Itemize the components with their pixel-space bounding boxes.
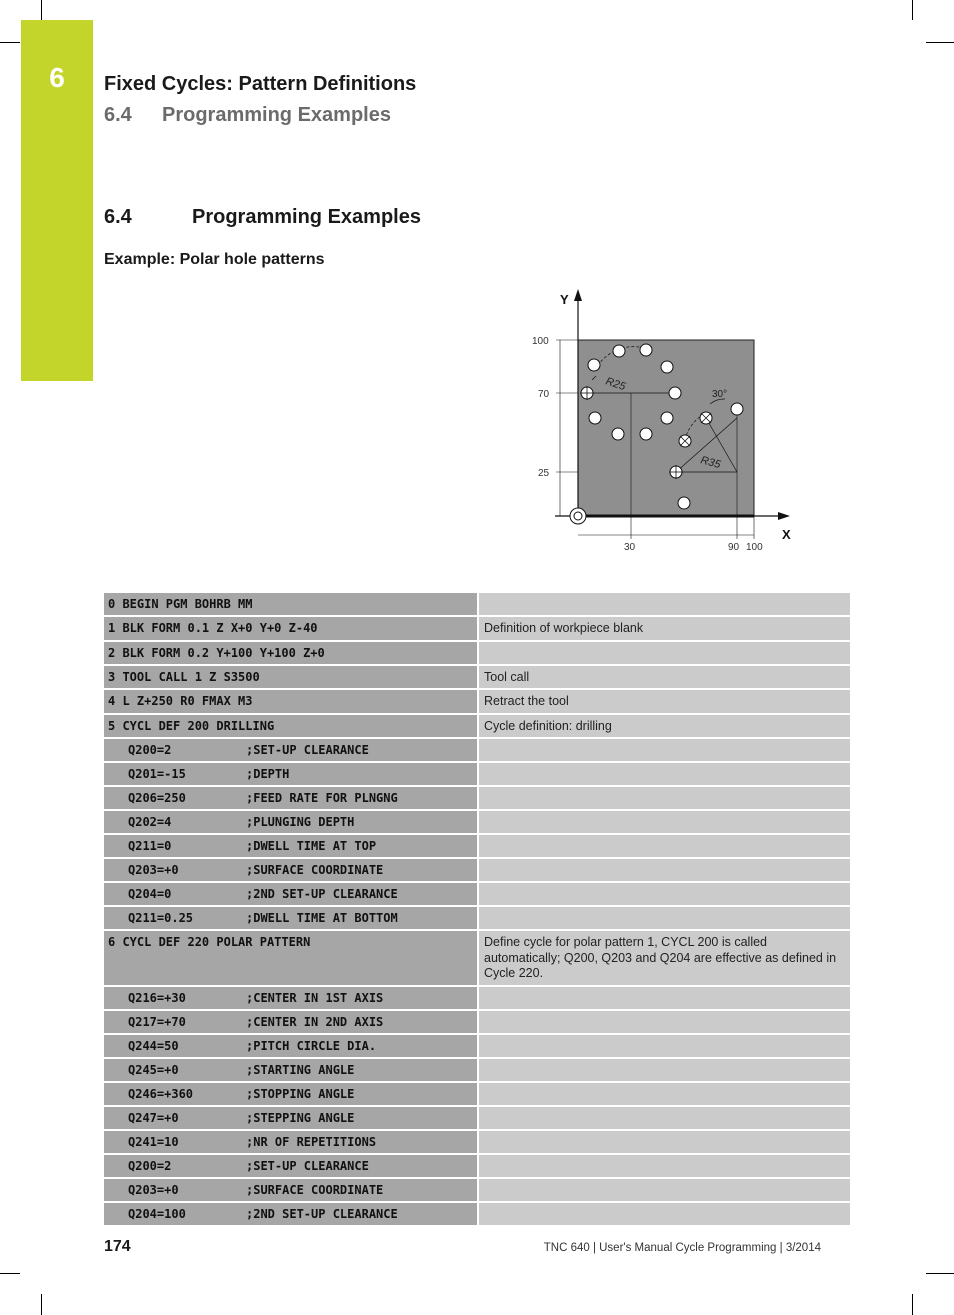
running-chapter-title: Fixed Cycles: Pattern Definitions (104, 73, 417, 95)
program-description-cell (477, 1179, 850, 1203)
chapter-tab (21, 20, 93, 381)
parameter-value: Q211=0 (128, 839, 172, 853)
angle-label: 30° (712, 389, 728, 400)
program-description-cell: Definition of workpiece blank (477, 617, 850, 642)
crop-mark (912, 0, 913, 20)
parameter-value: Q202=4 (128, 815, 172, 829)
hole (613, 345, 625, 357)
hole (640, 428, 652, 440)
program-description-cell (477, 883, 850, 907)
program-code-cell (104, 1035, 477, 1059)
parameter-comment: ;PLUNGING DEPTH (246, 815, 355, 829)
program-code-cell (104, 1083, 477, 1107)
program-code-cell (104, 1059, 477, 1083)
program-row (104, 1083, 850, 1107)
program-row (104, 883, 850, 907)
parameter-comment: ;CENTER IN 1ST AXIS (246, 990, 384, 1005)
footer-text: TNC 640 | User's Manual Cycle Programming | 3/2014 (543, 1242, 821, 1254)
x-axis-arrow (778, 512, 790, 520)
running-section-label: Programming Examples (162, 104, 391, 126)
program-row (104, 763, 850, 787)
hole (661, 412, 673, 424)
example-heading: Example: Polar hole patterns (104, 251, 325, 268)
program-row (104, 835, 850, 859)
program-code-cell (104, 1155, 477, 1179)
crop-mark (912, 1294, 913, 1315)
parameter-value: Q245=+0 (128, 1062, 179, 1077)
x-tick-label: 90 (728, 542, 740, 553)
parameter-comment: ;DWELL TIME AT TOP (246, 839, 377, 853)
parameter-value: Q204=100 (128, 1206, 186, 1221)
hole (678, 497, 690, 509)
program-row (104, 715, 850, 740)
program-description-cell (477, 763, 850, 787)
running-section-title (104, 104, 391, 127)
program-row (104, 1155, 850, 1179)
program-code-cell: 4 L Z+250 R0 FMAX M3 (104, 690, 477, 715)
program-description-cell (477, 811, 850, 835)
running-section-number: 6.4 (104, 104, 132, 126)
program-description-cell (477, 642, 850, 666)
program-code-cell (104, 987, 477, 1011)
program-row (104, 739, 850, 763)
program-description-cell: Tool call (477, 666, 850, 691)
program-description-cell (477, 1059, 850, 1083)
crop-mark (926, 42, 954, 43)
program-code-cell: 5 CYCL DEF 200 DRILLING (104, 715, 477, 740)
program-row (104, 811, 850, 835)
program-description-cell (477, 1083, 850, 1107)
parameter-comment: ;SET-UP CLEARANCE (246, 743, 369, 757)
program-listing (104, 593, 850, 1227)
program-description-cell (477, 1155, 850, 1179)
program-code-cell (104, 859, 477, 883)
program-code-cell (104, 1011, 477, 1035)
section-title: Programming Examples (192, 206, 421, 228)
section-heading (104, 206, 421, 229)
parameter-value: Q203=+0 (128, 863, 179, 877)
parameter-comment: ;2ND SET-UP CLEARANCE (246, 887, 398, 901)
parameter-comment: ;FEED RATE FOR PLNGNG (246, 791, 398, 805)
section-number: 6.4 (104, 206, 132, 228)
program-description-cell (477, 835, 850, 859)
parameter-value: Q211=0.25 (128, 911, 194, 925)
program-code-cell (104, 907, 477, 931)
program-description-cell (477, 859, 850, 883)
program-row (104, 987, 850, 1011)
program-code-cell (104, 739, 477, 763)
program-description-cell: Define cycle for polar pattern 1, CYCL 200 is called automatically; Q200, Q203 and Q204 are effective as defined in Cycle 220. (477, 931, 850, 987)
crop-mark (0, 42, 20, 43)
radius-label: R35 (699, 454, 722, 472)
program-row (104, 1011, 850, 1035)
chapter-number: 6 (49, 62, 65, 93)
program-row (104, 787, 850, 811)
program-code-cell: 0 BEGIN PGM BOHRB MM (104, 593, 477, 617)
program-code-cell (104, 787, 477, 811)
parameter-value: Q206=250 (128, 791, 186, 805)
program-row (104, 642, 850, 666)
parameter-comment: ;DWELL TIME AT BOTTOM (246, 911, 398, 925)
program-row (104, 690, 850, 715)
radius-label: R25 (604, 375, 627, 394)
parameter-comment: ;DEPTH (246, 767, 290, 781)
y-tick-label: 25 (538, 468, 550, 479)
crop-mark (926, 1273, 954, 1274)
hole (669, 387, 681, 399)
program-code-cell: 6 CYCL DEF 220 POLAR PATTERN (104, 931, 477, 987)
program-row (104, 666, 850, 691)
parameter-comment: ;STOPPING ANGLE (246, 1086, 355, 1101)
origin-symbol (570, 508, 586, 524)
program-description-cell (477, 907, 850, 931)
crop-mark (41, 1294, 42, 1315)
parameter-value: Q244=50 (128, 1038, 179, 1053)
parameter-value: Q201=-15 (128, 767, 186, 781)
polar-pattern-figure (520, 285, 810, 555)
program-row (104, 1107, 850, 1131)
x-tick-label: 30 (624, 542, 636, 553)
y-axis-arrow (574, 289, 582, 301)
hole (588, 359, 600, 371)
parameter-comment: ;SURFACE COORDINATE (246, 863, 384, 877)
program-row (104, 931, 850, 987)
program-code-cell (104, 1203, 477, 1227)
parameter-value: Q200=2 (128, 1158, 172, 1173)
program-code-cell (104, 1179, 477, 1203)
program-description-cell (477, 787, 850, 811)
hole (612, 428, 624, 440)
parameter-value: Q200=2 (128, 743, 172, 757)
program-description-cell (477, 1035, 850, 1059)
y-axis-label: Y (560, 292, 569, 307)
program-row (104, 1059, 850, 1083)
parameter-comment: ;STEPPING ANGLE (246, 1110, 355, 1125)
program-row (104, 1179, 850, 1203)
program-row (104, 907, 850, 931)
parameter-comment: ;STARTING ANGLE (246, 1062, 355, 1077)
x-axis-label: X (782, 527, 791, 542)
program-code-cell (104, 883, 477, 907)
y-tick-label: 100 (532, 336, 549, 347)
program-description-cell: Retract the tool (477, 690, 850, 715)
parameter-comment: ;SURFACE COORDINATE (246, 1182, 384, 1197)
parameter-comment: ;SET-UP CLEARANCE (246, 1158, 369, 1173)
hole (589, 412, 601, 424)
program-code-cell (104, 763, 477, 787)
program-description-cell (477, 1203, 850, 1227)
parameter-value: Q216=+30 (128, 990, 186, 1005)
program-description-cell (477, 1131, 850, 1155)
program-description-cell (477, 1107, 850, 1131)
parameter-value: Q204=0 (128, 887, 172, 901)
program-row (104, 617, 850, 642)
program-row (104, 859, 850, 883)
program-code-cell: 1 BLK FORM 0.1 Z X+0 Y+0 Z-40 (104, 617, 477, 642)
crop-mark (41, 0, 42, 20)
program-row (104, 1035, 850, 1059)
hole (640, 344, 652, 356)
program-code-cell (104, 1131, 477, 1155)
y-tick-label: 70 (538, 389, 550, 400)
program-row (104, 1203, 850, 1227)
program-code-cell (104, 835, 477, 859)
program-code-cell (104, 1107, 477, 1131)
x-tick-label: 100 (746, 542, 763, 553)
program-description-cell: Cycle definition: drilling (477, 715, 850, 740)
parameter-value: Q247=+0 (128, 1110, 179, 1125)
parameter-value: Q203=+0 (128, 1182, 179, 1197)
crop-mark (0, 1273, 20, 1274)
program-code-cell: 2 BLK FORM 0.2 Y+100 Y+100 Z+0 (104, 642, 477, 666)
hole (731, 403, 743, 415)
page-number: 174 (104, 1238, 131, 1255)
parameter-comment: ;PITCH CIRCLE DIA. (246, 1038, 377, 1053)
program-row (104, 1131, 850, 1155)
program-description-cell (477, 987, 850, 1011)
hole (661, 361, 673, 373)
program-code-cell: 3 TOOL CALL 1 Z S3500 (104, 666, 477, 691)
parameter-value: Q217=+70 (128, 1014, 186, 1029)
program-description-cell (477, 1011, 850, 1035)
parameter-value: Q241=10 (128, 1134, 179, 1149)
parameter-value: Q246=+360 (128, 1086, 194, 1101)
program-description-cell (477, 593, 850, 617)
program-description-cell (477, 739, 850, 763)
program-code-cell (104, 811, 477, 835)
program-row (104, 593, 850, 617)
parameter-comment: ;2ND SET-UP CLEARANCE (246, 1206, 398, 1221)
parameter-comment: ;CENTER IN 2ND AXIS (246, 1014, 384, 1029)
parameter-comment: ;NR OF REPETITIONS (246, 1134, 377, 1149)
